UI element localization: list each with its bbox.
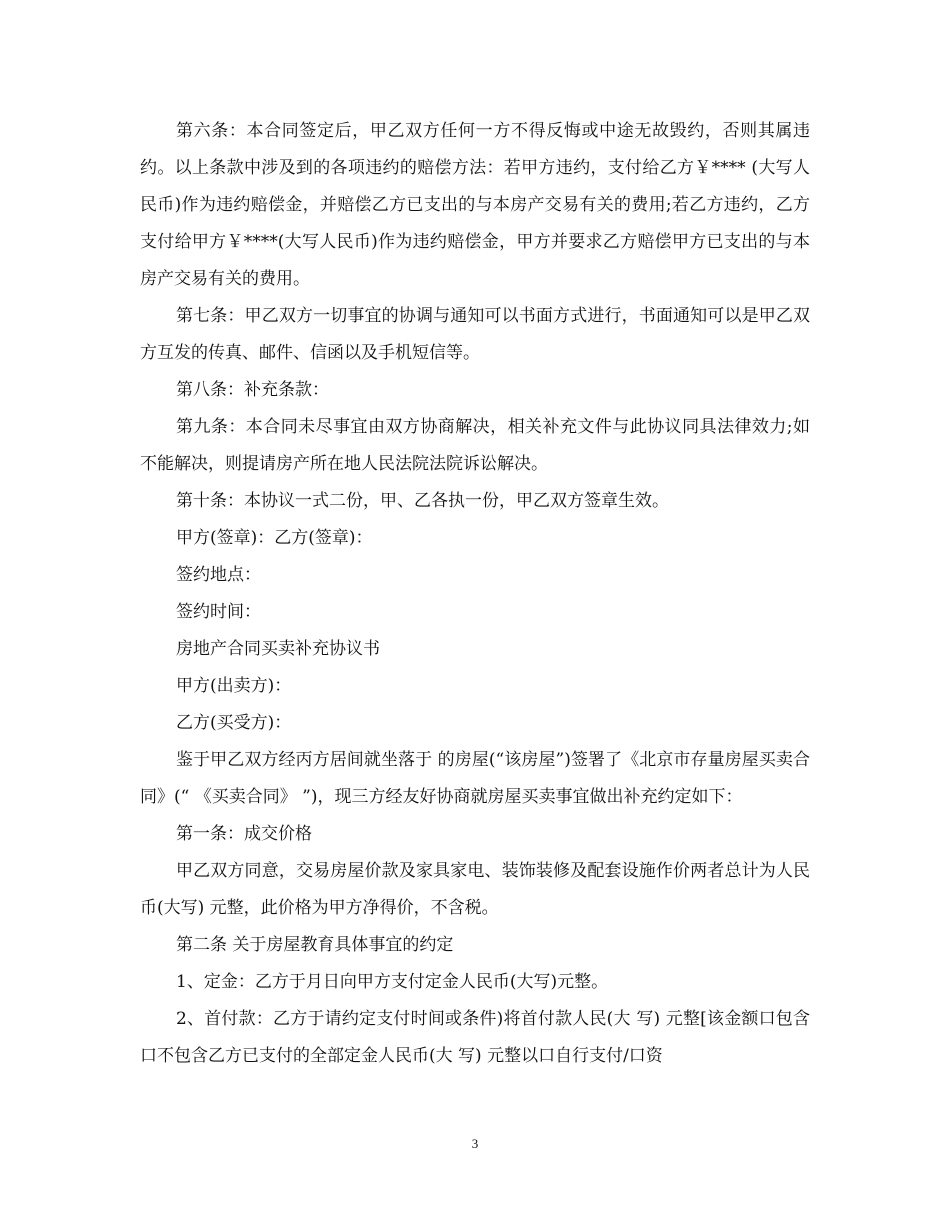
signing-place-line: 签约地点： [176,565,261,585]
party-b-line: 乙方(买受方)： [176,713,292,733]
clause-6-paragraph: 第六条：本合同签定后，甲乙双方任何一方不得反悔或中途无故毁约，否则其属违约。以上条款中涉及到的各项违约的赔偿方法：若甲方违约，支付给乙方￥**** (大写人民币)作为违约赔偿金，并赔偿乙方已支出的与本房产交易有关的费用;若乙方违约，乙方支付给甲方￥****(大写人民币)作为违约赔偿金，甲方并要求乙方赔偿甲方已支出的与本房产交易有关的费用。 [140,121,810,289]
clause-7-paragraph: 第七条：甲乙双方一切事宜的协调与通知可以书面方式进行，书面通知可以是甲乙双方互发的传真、邮件、信函以及手机短信等。 [140,306,810,363]
preamble-paragraph: 鉴于甲乙双方经丙方居间就坐落于 的房屋(“该房屋”)签署了《北京市存量房屋买卖合同》(“ 《买卖合同》 ”)，现三方经友好协商就房屋买卖事宜做出补充约定如下： [140,750,810,807]
article-2-heading: 第二条 关于房屋教育具体事宜的约定 [176,935,454,955]
clause-8-paragraph: 第八条：补充条款： [176,380,329,400]
document-body [140,113,810,1075]
page-number: 3 [471,1136,479,1151]
down-payment-paragraph: 2、首付款：乙方于请约定支付时间或条件)将首付款人民(大 写) 元整[该金额口包含口不包含乙方已支付的全部定金人民币(大 写) 元整以口自行支付/口资 [140,1009,810,1066]
signing-time-line: 签约时间： [176,602,261,622]
clause-10-paragraph: 第十条：本协议一式二份，甲、乙各执一份，甲乙双方签章生效。 [176,491,669,511]
party-a-line: 甲方(出卖方)： [176,676,292,696]
article-1-body: 甲乙双方同意，交易房屋价款及家具家电、装饰装修及配套设施作价两者总计为人民币(大写) 元整，此价格为甲方净得价，不含税。 [140,861,810,918]
signature-line: 甲方(签章)：乙方(签章)： [176,528,373,548]
deposit-paragraph: 1、定金：乙方于月日向甲方支付定金人民币(大写)元整。 [176,972,609,992]
agreement-title: 房地产合同买卖补充协议书 [176,639,380,659]
clause-9-paragraph: 第九条：本合同未尽事宜由双方协商解决，相关补充文件与此协议同具法律效力;如不能解决，则提请房产所在地人民法院法院诉讼解决。 [140,417,810,474]
article-1-heading: 第一条：成交价格 [176,824,312,844]
